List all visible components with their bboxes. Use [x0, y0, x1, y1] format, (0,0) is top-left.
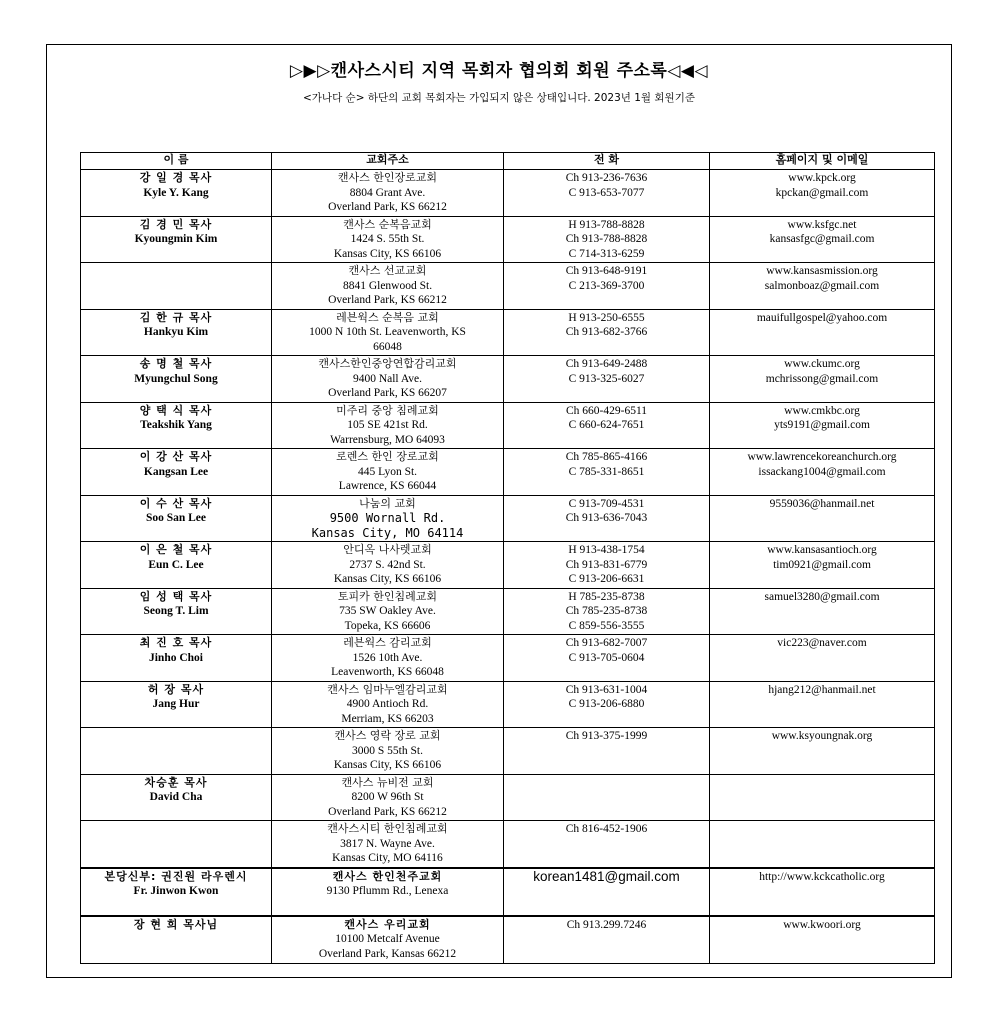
name-cell — [81, 216, 272, 263]
city-state-zip: Kansas City, MO 64116 — [332, 852, 443, 864]
web-email-cell — [710, 356, 935, 403]
homepage: www.lawrencekoreanchurch.org — [747, 451, 897, 463]
email: salmonboaz@gmail.com — [764, 279, 880, 292]
web-email-cell — [710, 916, 935, 964]
pastor-name-english: Teakshik Yang — [140, 419, 212, 431]
church-name: 캔사스 우리교회 — [344, 917, 431, 931]
pastor-name-english: Hankyu Kim — [143, 326, 209, 338]
web-email-cell — [710, 542, 935, 589]
phone-line: C 913-709-4531 — [568, 497, 645, 510]
city-state-zip: Kansas City, KS 66106 — [333, 573, 442, 585]
web-email-cell — [710, 263, 935, 310]
church-name: 레븐웍스 감리교회 — [343, 636, 432, 649]
church-address-cell — [272, 821, 504, 868]
phone-line: C 785-331-8651 — [568, 465, 645, 478]
phone-line: Ch 816-452-1906 — [565, 823, 648, 835]
phone-line: H 913-438-1754 — [568, 544, 645, 556]
pastor-name-korean: 허 장 목사 — [147, 682, 205, 696]
page-subtitle: <가나다 순> 하단의 교회 목회자는 가입되지 않은 상태입니다. 2023년 1월 회원기준 — [302, 92, 695, 104]
pastor-name-english: Seong T. Lim — [143, 605, 209, 617]
church-name: 캔사스 영락 장로 교회 — [334, 729, 441, 742]
street-address: 445 Lyon St. — [357, 465, 418, 478]
web-email-cell — [710, 588, 935, 635]
phone-line: H 913-788-8828 — [568, 218, 645, 231]
city-state-zip: Warrensburg, MO 64093 — [330, 433, 445, 446]
homepage: www.kansasantioch.org — [767, 544, 877, 556]
city-state-zip: Lawrence, KS 66044 — [338, 480, 437, 492]
church-name: 레븐웍스 순복음 교회 — [336, 310, 439, 324]
name-cell — [81, 868, 272, 916]
pastor-name-korean: 최 진 호 목사 — [139, 636, 213, 649]
pastor-name-korean: 본당신부: 권진원 라우렌시 — [104, 869, 248, 883]
street-address: 3817 N. Wayne Ave. — [340, 837, 435, 850]
phone-cell — [504, 449, 710, 496]
church-name: 나눔의 교회 — [359, 496, 416, 510]
web-email-cell — [710, 728, 935, 775]
non-member-row — [81, 916, 935, 964]
phone-line: C 913-206-6631 — [568, 573, 645, 585]
church-name: 미주리 중앙 침례교회 — [336, 403, 439, 417]
name-cell — [81, 309, 272, 356]
web-email-cell — [710, 170, 935, 217]
church-address-cell — [272, 170, 504, 217]
pastor-name-english: Soo San Lee — [145, 512, 207, 524]
table-row — [81, 542, 935, 589]
city-state-zip: Overland Park, KS 66212 — [328, 294, 447, 306]
city-state-zip: Overland Park, KS 66207 — [328, 387, 447, 399]
homepage: vic223@naver.com — [777, 637, 867, 649]
street-address: 2737 S. 42nd St. — [349, 558, 426, 571]
homepage: www.ckumc.org — [784, 358, 860, 370]
phone-cell — [504, 774, 710, 821]
phone-line: H 785-235-8738 — [568, 590, 645, 603]
church-address-cell — [272, 635, 504, 682]
homepage: samuel3280@gmail.com — [764, 590, 880, 603]
phone-cell — [504, 542, 710, 589]
phone-cell — [504, 495, 710, 542]
phone-line: C 913-705-0604 — [568, 651, 645, 664]
street-address: 105 SE 421st Rd. — [347, 419, 428, 431]
phone-cell — [504, 309, 710, 356]
col-header-name: 이 름 — [81, 153, 272, 170]
street-address: 1000 N 10th St. Leavenworth, KS — [309, 326, 466, 338]
table-row — [81, 774, 935, 821]
church-address-cell — [272, 728, 504, 775]
pastor-name-korean: 강 일 경 목사 — [139, 171, 213, 184]
email: tim0921@gmail.com — [773, 558, 871, 571]
city-state-zip: Overland Park, KS 66212 — [328, 805, 447, 818]
table-row — [81, 821, 935, 868]
directory-table — [80, 152, 935, 964]
street-address: 1424 S. 55th St. — [350, 233, 425, 245]
phone-line: C 913-206-6880 — [568, 698, 645, 710]
name-cell — [81, 170, 272, 217]
phone-line: Ch 913.299.7246 — [566, 918, 647, 931]
table-row — [81, 263, 935, 310]
phone-line: Ch 785-865-4166 — [565, 451, 648, 463]
street-address: 8804 Grant Ave. — [349, 186, 426, 199]
phone-line: Ch 785-235-8738 — [565, 605, 648, 617]
street-address: 10100 Metcalf Avenue — [335, 933, 440, 945]
street-address: 1526 10th Ave. — [352, 651, 423, 664]
phone-cell — [504, 728, 710, 775]
church-address-cell — [272, 588, 504, 635]
church-name: 캔사스 한인장로교회 — [337, 171, 438, 184]
phone-cell — [504, 588, 710, 635]
pastor-name-korean: 김 한 규 목사 — [139, 310, 213, 324]
table-row — [81, 309, 935, 356]
table-row — [81, 635, 935, 682]
church-address-cell — [272, 916, 504, 964]
homepage: www.cmkbc.org — [784, 404, 860, 417]
table-row — [81, 356, 935, 403]
church-address-cell — [272, 402, 504, 449]
homepage: www.ksyoungnak.org — [771, 730, 873, 742]
web-email-cell — [710, 774, 935, 821]
email: kpckan@gmail.com — [775, 186, 869, 199]
city-state-zip: Kansas City, KS 66106 — [333, 247, 442, 260]
pastor-name-korean: 김 경 민 목사 — [139, 217, 213, 231]
name-cell — [81, 821, 272, 868]
table-row — [81, 449, 935, 496]
pastor-name-english: Eun C. Lee — [148, 558, 204, 571]
pastor-name-korean: 이 강 산 목사 — [139, 450, 213, 463]
table-row — [81, 495, 935, 542]
city-state-zip: Overland Park, Kansas 66212 — [318, 947, 457, 960]
city-state-zip: Overland Park, KS 66212 — [328, 201, 447, 213]
phone-cell — [504, 356, 710, 403]
church-name: 캔사스 임마누엘감리교회 — [327, 682, 448, 696]
table-row — [81, 681, 935, 728]
phone-cell — [504, 402, 710, 449]
col-header-web-email: 홈페이지 및 이메일 — [710, 153, 935, 170]
header-row — [81, 153, 935, 170]
church-name: 토피카 한인침례교회 — [337, 589, 438, 603]
phone-line: Ch 913-375-1999 — [565, 730, 648, 742]
directory-rows — [81, 170, 935, 868]
pastor-name-english: David Cha — [149, 791, 203, 803]
homepage: www.kpck.org — [788, 172, 856, 184]
col-header-church-address: 교회주소 — [272, 153, 504, 170]
phone-line: C 714-313-6259 — [568, 247, 645, 260]
street-address: 8200 W 96th St — [351, 791, 424, 803]
phone-line: C 660-624-7651 — [568, 419, 645, 431]
pastor-name-korean: 송 명 철 목사 — [139, 357, 213, 370]
homepage: www.kwoori.org — [783, 918, 861, 931]
phone-line: Ch 913-682-3766 — [565, 326, 648, 338]
homepage: http://www.kckcatholic.org — [759, 870, 885, 883]
table-row — [81, 728, 935, 775]
street-address: 4900 Antioch Rd. — [346, 698, 429, 710]
web-email-cell — [710, 402, 935, 449]
street-address: 9400 Nall Ave. — [352, 372, 423, 385]
church-address-cell — [272, 681, 504, 728]
web-email-cell — [710, 495, 935, 542]
phone-line: H 913-250-6555 — [568, 311, 645, 324]
pastor-name-korean: 차승훈 목사 — [144, 775, 208, 789]
web-email-cell — [710, 449, 935, 496]
pastor-name-english: Kangsan Lee — [143, 465, 209, 478]
pastor-name-english: Kyoungmin Kim — [134, 233, 218, 245]
pastor-name-korean: 임 성 택 목사 — [139, 589, 213, 603]
church-name: 로렌스 한인 장로교회 — [336, 450, 439, 463]
pastor-name-english: Fr. Jinwon Kwon — [133, 885, 219, 897]
phone-cell — [504, 216, 710, 263]
phone-line: Ch 913-236-7636 — [565, 172, 648, 184]
web-email-cell — [710, 635, 935, 682]
name-cell — [81, 449, 272, 496]
non-member-rows — [81, 868, 935, 964]
church-address-cell — [272, 449, 504, 496]
phone-cell — [504, 868, 710, 916]
phone-line: Ch 913-682-7007 — [565, 637, 648, 649]
church-address-cell — [272, 542, 504, 589]
city-state-zip: Topeka, KS 66606 — [344, 619, 431, 632]
phone-line: C 913-325-6027 — [568, 372, 645, 385]
phone-cell — [504, 916, 710, 964]
church-address-cell — [272, 309, 504, 356]
email: mchrissong@gmail.com — [765, 372, 879, 385]
church-name: 캔사스 뉴비전 교회 — [341, 775, 434, 789]
church-address-cell — [272, 774, 504, 821]
street-address: 8841 Glenwood St. — [342, 279, 433, 292]
street-address: 9500 Wornall Rd. — [329, 511, 446, 525]
phone-line: C 913-653-7077 — [568, 186, 645, 199]
city-state-zip: Leavenworth, KS 66048 — [331, 666, 444, 678]
name-cell — [81, 588, 272, 635]
name-cell — [81, 728, 272, 775]
pastor-name-korean: 장 현 희 목사님 — [133, 917, 219, 931]
pastor-name-english: Kyle Y. Kang — [143, 186, 209, 199]
street-address: 735 SW Oakley Ave. — [339, 605, 436, 617]
pastor-name-english: Jinho Choi — [148, 651, 203, 664]
name-cell — [81, 681, 272, 728]
name-cell — [81, 263, 272, 310]
table-row — [81, 170, 935, 217]
phone-line: korean1481@gmail.com — [533, 868, 680, 884]
table-row — [81, 588, 935, 635]
table-row — [81, 402, 935, 449]
homepage: www.kansasmission.org — [766, 265, 878, 277]
phone-line: Ch 913-648-9191 — [565, 265, 648, 277]
phone-cell — [504, 263, 710, 310]
email: kansasfgc@gmail.com — [769, 233, 875, 245]
pastor-name-english: Myungchul Song — [134, 372, 218, 385]
phone-line: Ch 913-631-1004 — [565, 683, 648, 696]
pastor-name-korean: 이 은 철 목사 — [139, 543, 213, 556]
name-cell — [81, 542, 272, 589]
phone-cell — [504, 170, 710, 217]
web-email-cell — [710, 868, 935, 916]
homepage: 9559036@hanmail.net — [769, 497, 875, 510]
street-address: 9130 Pflumm Rd., Lenexa — [326, 885, 449, 897]
table-row — [81, 216, 935, 263]
phone-line: Ch 913-831-6779 — [565, 558, 648, 571]
phone-line: Ch 660-429-6511 — [565, 404, 648, 417]
phone-cell — [504, 635, 710, 682]
phone-line: Ch 913-649-2488 — [565, 358, 648, 370]
page-title: ▷▶▷캔사스시티 지역 목회자 협의회 회원 주소록◁◀◁ — [289, 61, 709, 81]
phone-line: C 859-556-3555 — [568, 619, 645, 632]
church-address-cell — [272, 356, 504, 403]
church-address-cell — [272, 263, 504, 310]
church-address-cell — [272, 868, 504, 916]
street-address: 3000 S 55th St. — [352, 744, 423, 757]
city-state-zip: Kansas City, KS 66106 — [333, 759, 442, 771]
church-name: 캔사스 선교교회 — [348, 264, 427, 277]
email: yts9191@gmail.com — [774, 419, 870, 431]
name-cell — [81, 402, 272, 449]
pastor-name-english: Jang Hur — [152, 698, 200, 710]
church-name: 안디옥 나사렛교회 — [343, 543, 432, 556]
church-name: 캔사스 한인천주교회 — [332, 869, 443, 883]
church-address-cell — [272, 216, 504, 263]
homepage: mauifullgospel@yahoo.com — [756, 311, 888, 324]
phone-cell — [504, 821, 710, 868]
col-header-phone: 전 화 — [504, 153, 710, 170]
name-cell — [81, 774, 272, 821]
phone-line: Ch 913-788-8828 — [565, 233, 648, 245]
email: issackang1004@gmail.com — [758, 465, 886, 478]
name-cell — [81, 916, 272, 964]
homepage: hjang212@hanmail.net — [768, 683, 876, 696]
pastor-name-korean: 양 택 식 목사 — [139, 403, 213, 417]
pastor-name-korean: 이 수 산 목사 — [139, 496, 213, 510]
non-member-row — [81, 868, 935, 916]
church-address-cell — [272, 495, 504, 542]
phone-line: C 213-369-3700 — [568, 279, 645, 292]
name-cell — [81, 356, 272, 403]
name-cell — [81, 495, 272, 542]
web-email-cell — [710, 309, 935, 356]
city-state-zip: 66048 — [373, 340, 402, 353]
city-state-zip: Kansas City, MO 64114 — [311, 525, 464, 540]
church-name: 캔사스한인중앙연합감리교회 — [318, 357, 457, 370]
web-email-cell — [710, 681, 935, 728]
phone-line: Ch 913-636-7043 — [565, 512, 648, 524]
web-email-cell — [710, 216, 935, 263]
church-name: 캔사스 순복음교회 — [343, 217, 432, 231]
homepage: www.ksfgc.net — [787, 218, 857, 231]
name-cell — [81, 635, 272, 682]
web-email-cell — [710, 821, 935, 868]
city-state-zip: Merriam, KS 66203 — [341, 712, 434, 725]
church-name: 캔사스시티 한인침례교회 — [327, 822, 448, 835]
phone-cell — [504, 681, 710, 728]
